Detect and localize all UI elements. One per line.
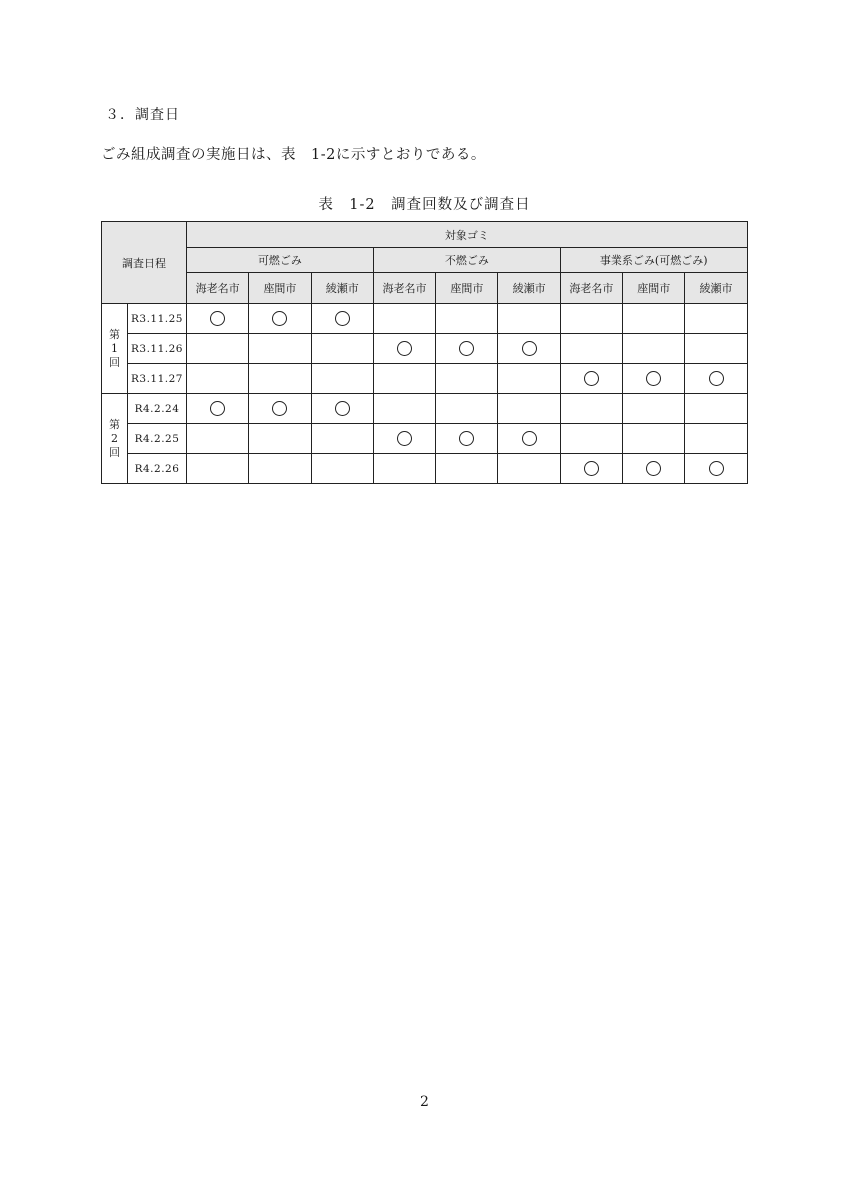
survey-date-cell: R4.2.24 xyxy=(128,394,187,424)
mark-cell xyxy=(311,304,373,334)
target-waste-header-cell: 対象ゴミ xyxy=(187,222,748,248)
round-label-char: 第 xyxy=(109,417,120,431)
mark-cell xyxy=(560,394,622,424)
mark-cell xyxy=(373,454,435,484)
mark-cell xyxy=(187,364,249,394)
mark-cell xyxy=(436,364,498,394)
mark-cell xyxy=(249,394,311,424)
table-row xyxy=(102,394,748,424)
mark-cell xyxy=(311,424,373,454)
survey-date-cell: R3.11.26 xyxy=(128,334,187,364)
table-row xyxy=(102,364,748,394)
mark-cell xyxy=(373,364,435,394)
table-header-row-category xyxy=(102,248,748,273)
circle-mark-icon xyxy=(646,461,661,476)
mark-cell xyxy=(436,454,498,484)
circle-mark-icon xyxy=(459,341,474,356)
round-label-char: 2 xyxy=(111,431,118,445)
circle-mark-icon xyxy=(709,371,724,386)
table-header-row-target xyxy=(102,222,748,248)
table-row xyxy=(102,334,748,364)
mark-cell xyxy=(623,304,685,334)
table-body xyxy=(102,304,748,484)
round-label-char: 第 xyxy=(109,327,120,341)
intro-paragraph: ごみ組成調査の実施日は、表 1-2に示すとおりである。 xyxy=(101,147,486,163)
mark-cell xyxy=(623,334,685,364)
mark-cell xyxy=(560,424,622,454)
mark-cell xyxy=(498,394,560,424)
mark-cell xyxy=(623,454,685,484)
mark-cell xyxy=(187,394,249,424)
mark-cell xyxy=(685,394,747,424)
circle-mark-icon xyxy=(459,431,474,446)
category-header-burnable: 可燃ごみ xyxy=(187,248,374,273)
circle-mark-icon xyxy=(522,431,537,446)
mark-cell xyxy=(685,364,747,394)
circle-mark-icon xyxy=(335,311,350,326)
mark-cell xyxy=(249,424,311,454)
mark-cell xyxy=(498,454,560,484)
table-row xyxy=(102,304,748,334)
round-label-cell xyxy=(102,394,128,484)
mark-cell xyxy=(560,304,622,334)
city-header-ebina: 海老名市 xyxy=(187,273,249,304)
table-caption: 表 1-2 調査回数及び調査日 xyxy=(318,197,531,213)
mark-cell xyxy=(249,334,311,364)
mark-cell xyxy=(311,394,373,424)
round-label-char: 回 xyxy=(109,445,120,459)
round-label-char: 1 xyxy=(111,341,118,355)
survey-date-cell: R3.11.25 xyxy=(128,304,187,334)
round-label-cell xyxy=(102,304,128,394)
mark-cell xyxy=(373,424,435,454)
section-heading: ３．調査日 xyxy=(105,107,180,123)
circle-mark-icon xyxy=(584,371,599,386)
survey-date-cell: R4.2.25 xyxy=(128,424,187,454)
survey-schedule-table xyxy=(101,221,748,484)
mark-cell xyxy=(249,304,311,334)
city-header-ebina: 海老名市 xyxy=(560,273,622,304)
survey-date-cell: R3.11.27 xyxy=(128,364,187,394)
mark-cell xyxy=(373,394,435,424)
circle-mark-icon xyxy=(272,311,287,326)
category-header-business-burnable: 事業系ごみ(可燃ごみ) xyxy=(560,248,747,273)
table-row xyxy=(102,454,748,484)
circle-mark-icon xyxy=(646,371,661,386)
mark-cell xyxy=(685,454,747,484)
circle-mark-icon xyxy=(522,341,537,356)
mark-cell xyxy=(685,424,747,454)
mark-cell xyxy=(249,454,311,484)
mark-cell xyxy=(187,334,249,364)
mark-cell xyxy=(560,334,622,364)
mark-cell xyxy=(436,304,498,334)
circle-mark-icon xyxy=(397,341,412,356)
mark-cell xyxy=(623,394,685,424)
mark-cell xyxy=(436,334,498,364)
table-row xyxy=(102,424,748,454)
mark-cell xyxy=(498,424,560,454)
mark-cell xyxy=(436,394,498,424)
city-header-ayase: 綾瀬市 xyxy=(685,273,747,304)
mark-cell xyxy=(436,424,498,454)
circle-mark-icon xyxy=(397,431,412,446)
page-number: 2 xyxy=(420,1094,429,1110)
mark-cell xyxy=(187,304,249,334)
circle-mark-icon xyxy=(335,401,350,416)
mark-cell xyxy=(623,424,685,454)
circle-mark-icon xyxy=(210,401,225,416)
mark-cell xyxy=(498,334,560,364)
circle-mark-icon xyxy=(709,461,724,476)
mark-cell xyxy=(560,454,622,484)
city-header-ayase: 綾瀬市 xyxy=(311,273,373,304)
city-header-zama: 座間市 xyxy=(249,273,311,304)
mark-cell xyxy=(373,304,435,334)
circle-mark-icon xyxy=(272,401,287,416)
mark-cell xyxy=(498,304,560,334)
mark-cell xyxy=(311,334,373,364)
survey-date-cell: R4.2.26 xyxy=(128,454,187,484)
mark-cell xyxy=(311,454,373,484)
schedule-header-cell: 調査日程 xyxy=(102,222,187,304)
mark-cell xyxy=(560,364,622,394)
city-header-zama: 座間市 xyxy=(436,273,498,304)
city-header-ayase: 綾瀬市 xyxy=(498,273,560,304)
mark-cell xyxy=(187,424,249,454)
mark-cell xyxy=(311,364,373,394)
city-header-zama: 座間市 xyxy=(623,273,685,304)
table-header-row-city xyxy=(102,273,748,304)
mark-cell xyxy=(373,334,435,364)
mark-cell xyxy=(685,304,747,334)
mark-cell xyxy=(498,364,560,394)
mark-cell xyxy=(187,454,249,484)
category-header-nonburnable: 不燃ごみ xyxy=(373,248,560,273)
city-header-ebina: 海老名市 xyxy=(373,273,435,304)
mark-cell xyxy=(685,334,747,364)
circle-mark-icon xyxy=(210,311,225,326)
circle-mark-icon xyxy=(584,461,599,476)
mark-cell xyxy=(249,364,311,394)
mark-cell xyxy=(623,364,685,394)
round-label-char: 回 xyxy=(109,355,120,369)
